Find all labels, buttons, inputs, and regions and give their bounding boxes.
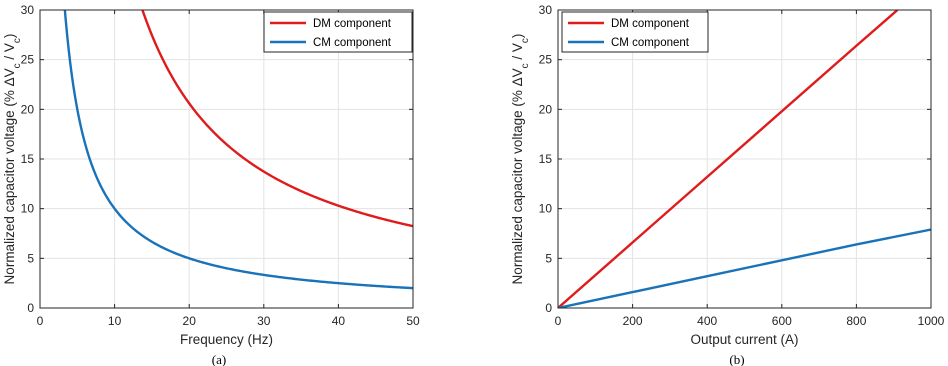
- y-tick-label: 20: [538, 102, 552, 117]
- figure-caption: (b): [729, 352, 745, 366]
- x-tick-label: 1000: [917, 314, 945, 328]
- x-tick-label: 10: [107, 314, 122, 328]
- y-tick-label: 15: [538, 152, 552, 166]
- x-axis-label: Frequency (Hz): [179, 332, 274, 347]
- y-tick-label: 20: [20, 102, 34, 117]
- x-tick-label: 800: [846, 314, 867, 328]
- y-axis-label: Normalized capacitor voltage (% $\Delta V_c / V_c$): [2, 33, 23, 285]
- x-tick-label: 200: [622, 314, 643, 328]
- x-tick-label: 0: [36, 314, 44, 328]
- y-tick-label: 30: [538, 3, 552, 17]
- y-tick-label: 5: [545, 251, 552, 266]
- y-tick-label: 5: [27, 251, 34, 266]
- legend: [562, 12, 708, 52]
- y-axis-label: Normalized capacitor voltage (% $\Delta V_c / V_c$): [510, 33, 531, 285]
- y-tick-label: 10: [20, 201, 34, 216]
- x-tick-label: 0: [554, 314, 562, 328]
- x-tick-label: 40: [331, 314, 346, 328]
- figure-caption: (a): [211, 352, 227, 366]
- y-tick-label: 10: [538, 201, 552, 216]
- x-tick-label: 600: [771, 314, 792, 328]
- y-tick-label: 30: [20, 3, 34, 17]
- legend: [264, 12, 412, 52]
- chart-2: [510, 3, 945, 366]
- y-tick-label: 25: [20, 52, 34, 67]
- chart-1: [2, 3, 420, 366]
- y-tick-label: 25: [538, 52, 552, 67]
- x-tick-label: 400: [697, 314, 718, 328]
- x-tick-label: 20: [182, 314, 196, 328]
- legend-entry-label: DM component: [313, 18, 391, 30]
- x-tick-label: 30: [257, 314, 271, 328]
- legend-entry-label: CM component: [313, 37, 391, 49]
- legend-entry-label: DM component: [611, 18, 689, 30]
- x-axis-label: Output current (A): [690, 332, 799, 347]
- y-tick-label: 0: [27, 301, 34, 315]
- y-tick-label: 15: [20, 152, 34, 166]
- legend-entry-label: CM component: [611, 37, 689, 49]
- y-tick-label: 0: [545, 301, 552, 315]
- x-tick-label: 50: [406, 314, 420, 328]
